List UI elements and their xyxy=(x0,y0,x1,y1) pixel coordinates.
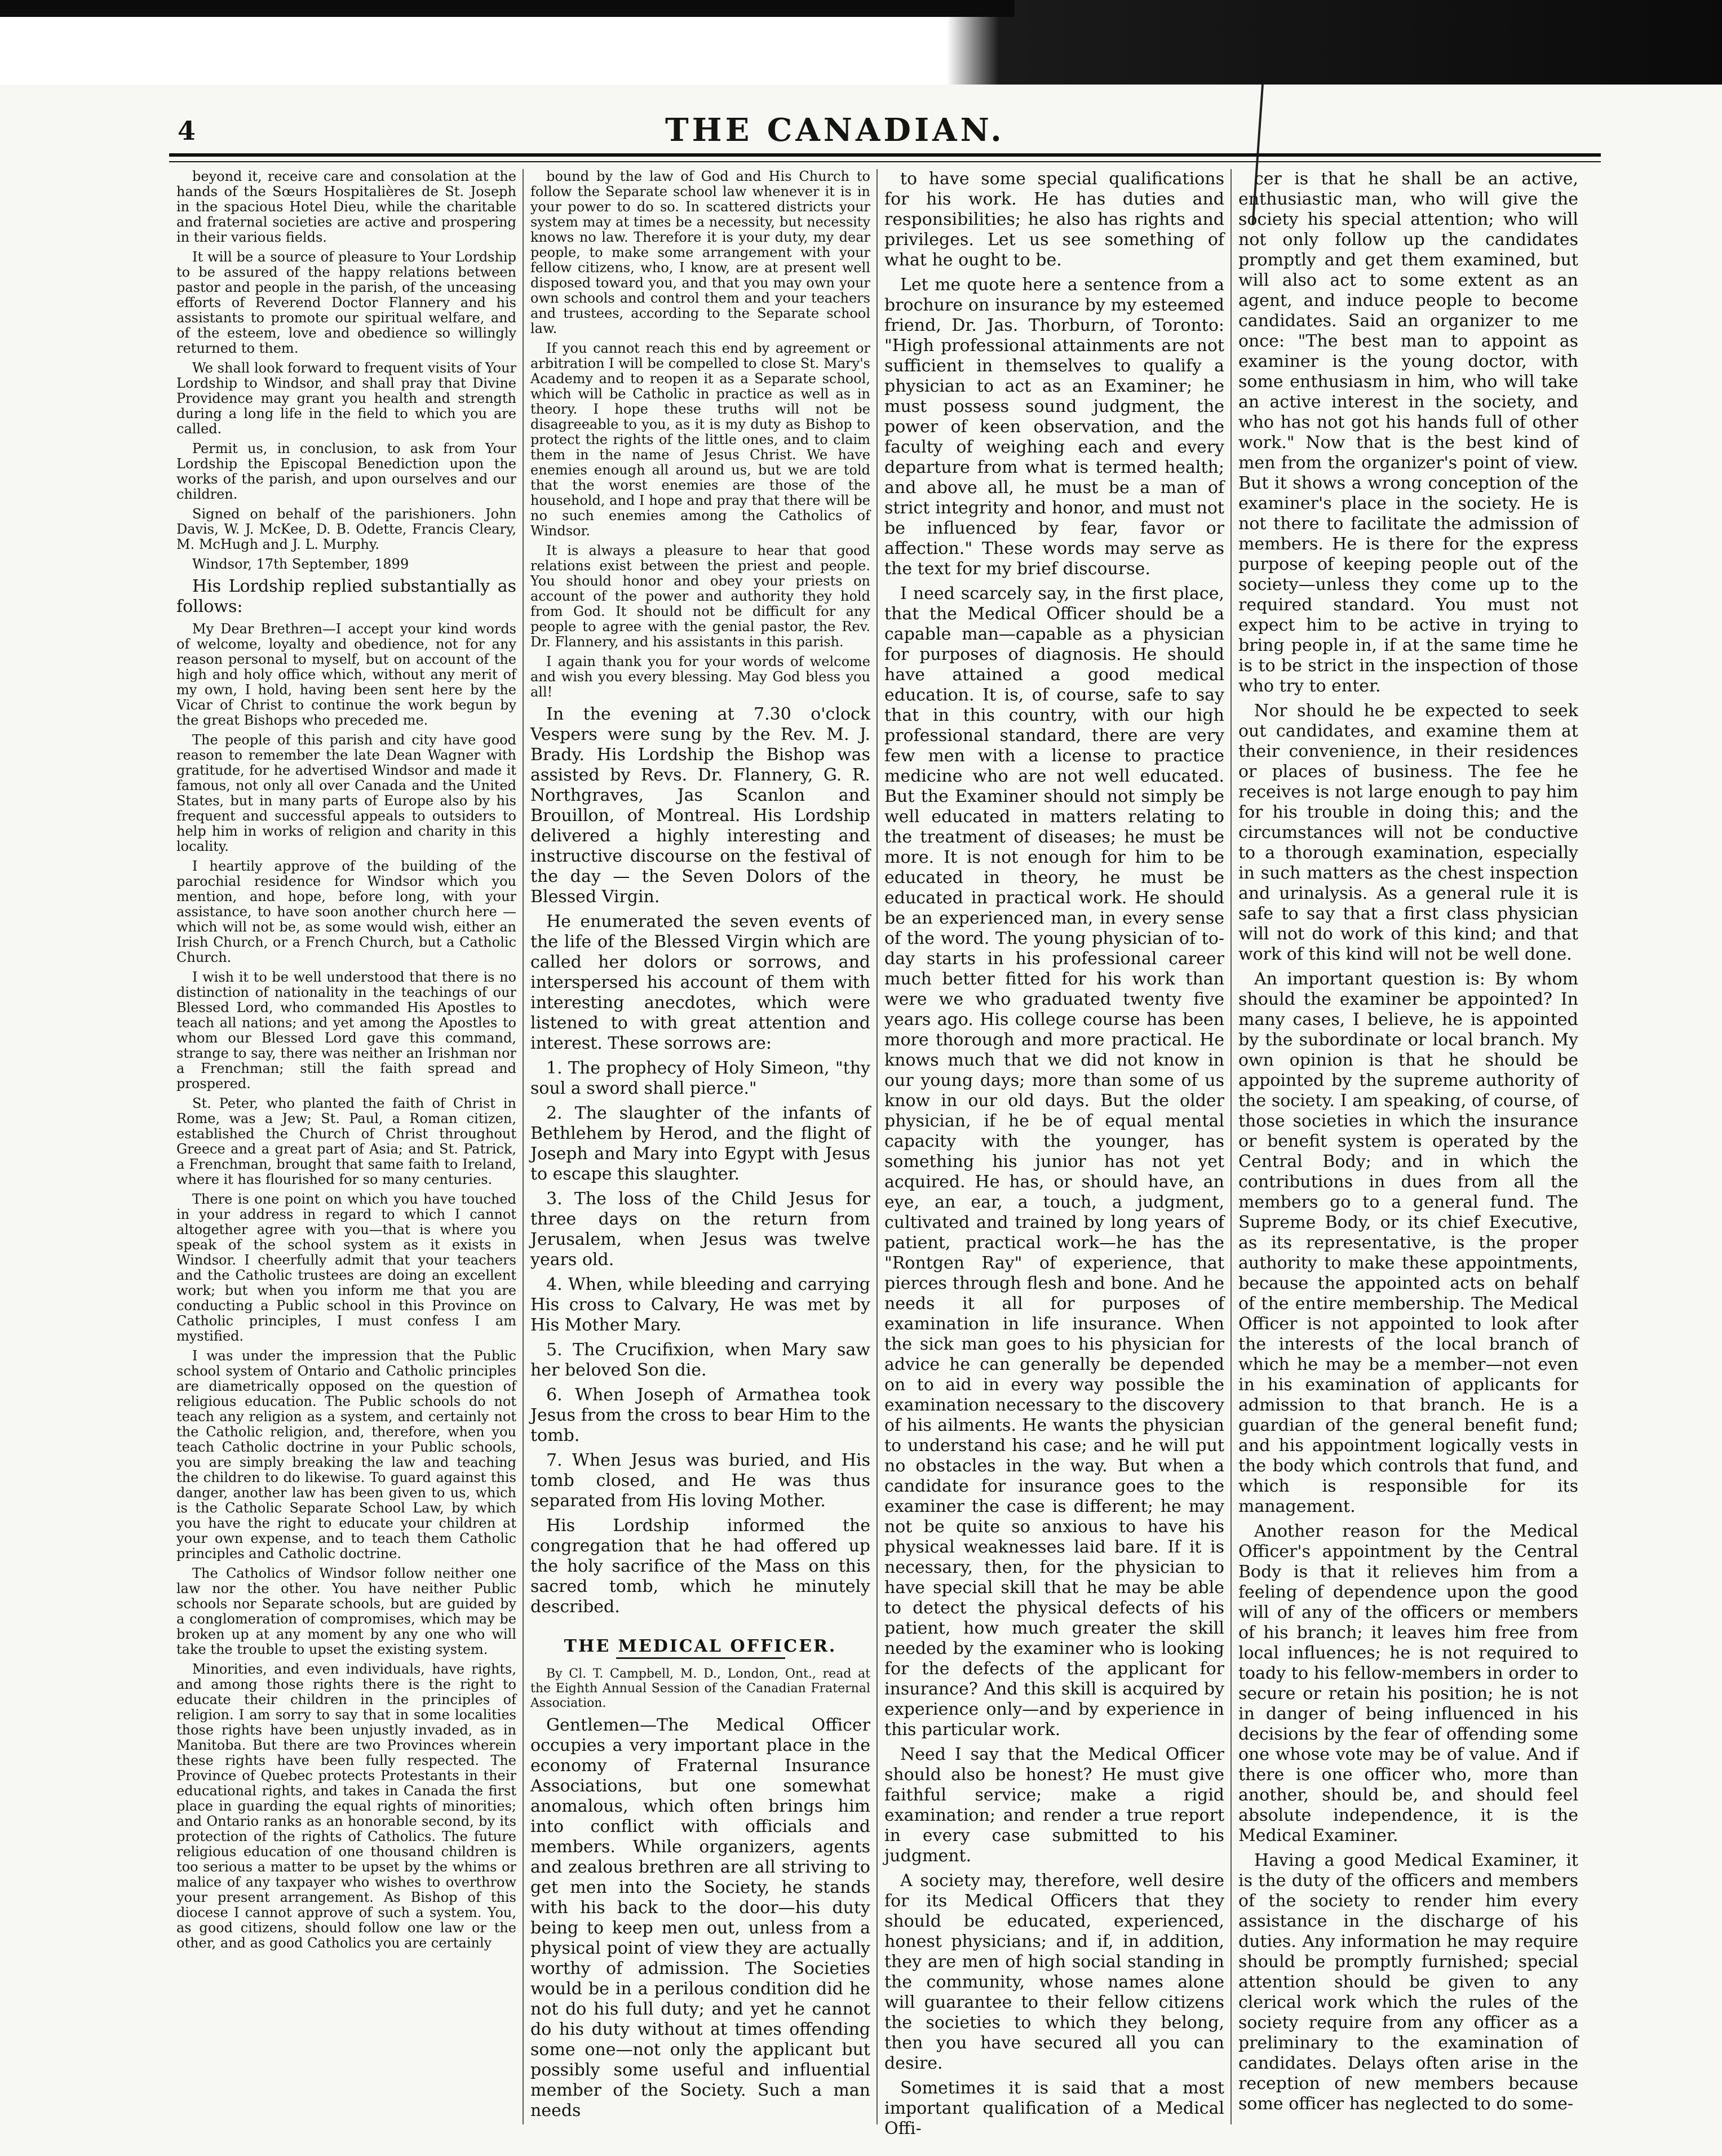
paragraph: An important question is: By whom should the examiner be appointed? In many cases, I believe, he is appointed by the subordinate or local branch. My own opinion is that he should be appointed by the supreme authority of the society. I am speaking, of course, of those societies in which the insurance or benefit system is operated by the Central Body; and in which the contributions in dues from all the members go to a general fund. The Supreme Body, or its chief Executive, as its representative, is the proper authority to make these appointments, because the appointed acts on behalf of the entire membership. The Medical Officer is not appointed to look after the interests of the local branch of which he may be a member—not even in his examination of applicants for admission to that branch. He is a guardian of the general benefit fund; and his appointment logically vests in the body which controls that fund, and which is responsible for its management. xyxy=(1238,969,1578,1516)
heading-rule xyxy=(616,1657,785,1659)
list-item: 2. The slaughter of the infants of Bethlehem by Herod, and the flight of Joseph and Mary into Egypt with Jesus to escape this slaughter. xyxy=(530,1103,870,1184)
paragraph: Gentlemen—The Medical Officer occupies a very important place in the economy of Fraternal Insurance Associations, but one somewhat anomalous, which often brings him into conflict with officials and members. While organizers, agents and zealous brethren are all striving to get men into the Society, he stands with his back to the door—his duty being to keep men out, unless from a physical point of view they are actually worthy of admission. The Societies would be in a perilous condition did he not do his full duty; and yet he cannot do his duty without at times offending some one—not only the applicant but possibly some useful and influential member of the Society. Such a man needs xyxy=(530,1715,870,2120)
paragraph: He enumerated the seven events of the life of the Blessed Virgin which are called her dolors or sorrows, and interspersed his account of them with interesting anecdotes, which were listened to with great attention and interest. These sorrows are: xyxy=(530,912,870,1053)
byline: By Cl. T. Campbell, M. D., London, Ont., read at the Eighth Annual Session of the Canadian Fraternal Association. xyxy=(530,1667,870,1710)
paragraph: I again thank you for your words of welcome and wish you every blessing. May God bless you all! xyxy=(530,654,870,700)
page-number: 4 xyxy=(178,116,196,146)
paragraph: I was under the impression that the Public school system of Ontario and Catholic principles are diametrically opposed on the question of religious education. The Public schools do not teach any religion as a system, and certainly not the Catholic religion, and, therefore, when you teach Catholic doctrine in your Public schools, you are simply breaking the law and teaching the children to do likewise. To guard against this danger, another law has been given to us, which is the Catholic Separate School Law, by which you have the right to educate your children at your own expense, and to teach them Catholic principles and Catholic doctrine. xyxy=(176,1348,516,1561)
column-4 xyxy=(1238,169,1578,2124)
paragraph: Having a good Medical Examiner, it is the duty of the officers and members of the society to render him every assistance in the discharge of his duties. Any information he may require should be promptly furnished; special attention should be given to any clerical work which the rules of the society require from any officer as a preliminary to the examination of candidates. Delays often arise in the reception of new members because some officer has neglected to do some- xyxy=(1238,1851,1578,2114)
list-item: 3. The loss of the Child Jesus for three days on the return from Jerusalem, when Jesus was twelve years old. xyxy=(530,1189,870,1270)
signature-line: Signed on behalf of the parishioners. John Davis, W. J. McKee, D. B. Odette, Francis Cleary, M. McHugh and J. L. Murphy. xyxy=(176,506,516,552)
paragraph: Nor should he be expected to seek out candidates, and examine them at their convenience, in their residences or places of business. The fee he receives is not large enough to pay him for his trouble in doing this; and the circumstances will not be conductive to a thorough examination, especially in such matters as the chest inspection and urinalysis. As a general rule it is safe to say that a first class physician will not do work of this kind; and that work of this kind will not be well done. xyxy=(1238,701,1578,964)
paragraph: His Lordship replied substantially as follows: xyxy=(176,576,516,616)
paragraph: bound by the law of God and His Church to follow the Separate school law whenever it is in your power to do so. In scattered districts your system may at times be a necessity, but necessity knows no law. Therefore it is your duty, my dear people, to make some arrangement with your fellow citizens, who, I know, are at present well disposed toward you, and that you may own your own schools and control them and your teachers and trustees, according to the Separate school law. xyxy=(530,168,870,336)
paragraph: beyond it, receive care and consolation at the hands of the Sœurs Hospitalières de St. Joseph in the spacious Hotel Dieu, while the charitable and fraternal societies are active and prospering in their various fields. xyxy=(176,168,516,245)
paragraph: Sometimes it is said that a most important qualification of a Medical Offi- xyxy=(884,2078,1224,2139)
paragraph: Another reason for the Medical Officer's appointment by the Central Body is that it relieves him from a feeling of dependence upon the good will of any of the officers or members of his branch; it leaves him free from local influences; he is not required to toady to his fellow-members in order to secure or retain his position; he is not in danger of being influenced in his decisions by the fear of offending some one whose vote may be of value. And if there is one officer who, more than another, should be, and should feel absolute independence, it is the Medical Examiner. xyxy=(1238,1521,1578,1846)
paragraph: to have some special qualifications for his work. He has duties and responsibilities; he also has rights and privileges. Let us see something of what he ought to be. xyxy=(884,169,1224,270)
paragraph: I heartily approve of the building of the parochial residence for Windsor which you mention, and hope, before long, with your assistance, to have soon another church here —which will not be, as some would wish, either an Irish Church, or a French Church, but a Catholic Church. xyxy=(176,858,516,965)
list-item: 6. When Joseph of Armathea took Jesus from the cross to bear Him to the tomb. xyxy=(530,1385,870,1445)
paragraph: We shall look forward to frequent visits of Your Lordship to Windsor, and shall pray that Divine Providence may grant you health and strength during a long life in the field to which you are called. xyxy=(176,360,516,437)
masthead: THE CANADIAN. xyxy=(665,112,1005,149)
list-item: 4. When, while bleeding and carrying His cross to Calvary, He was met by His Mother Mary. xyxy=(530,1275,870,1335)
paragraph: It is always a pleasure to hear that good relations exist between the priest and people. You should honor and obey your priests on account of the power and authority they hold from God. It should not be difficult for any people to agree with the genial pastor, the Rev. Dr. Flannery, and his assistants in this parish. xyxy=(530,543,870,650)
paragraph: His Lordship informed the congregation that he had offered up the holy sacrifice of the Mass on this sacred tomb, which he minutely described. xyxy=(530,1516,870,1617)
paragraph: Need I say that the Medical Officer should also be honest? He must give faithful service; make a rigid examination; and render a true report in every case submitted to his judgment. xyxy=(884,1745,1224,1866)
paragraph: In the evening at 7.30 o'clock Vespers were sung by the Rev. M. J. Brady. His Lordship the Bishop was assisted by Revs. Dr. Flannery, G. R. Northgraves, Jas Scanlon and Brouillon, of Montreal. His Lordship delivered a highly interesting and instructive discourse on the festival of the day — the Seven Dolors of the Blessed Virgin. xyxy=(530,704,870,907)
paragraph: It will be a source of pleasure to Your Lordship to be assured of the happy relations between pastor and people in the parish, of the unceasing efforts of Reverend Doctor Flannery and his assistants to promote our spiritual welfare, and of the esteem, love and obedience so willingly returned to them. xyxy=(176,249,516,356)
dateline: Windsor, 17th September, 1899 xyxy=(192,556,409,572)
masthead-rule-thin xyxy=(169,161,1601,162)
paragraph: St. Peter, who planted the faith of Christ in Rome, was a Jew; St. Paul, a Roman citizen, established the Church of Christ throughout Greece and a great part of Asia; and St. Patrick, a Frenchman, brought that same faith to Ireland, where it has flourished for so many centuries. xyxy=(176,1095,516,1187)
paragraph: The people of this parish and city have good reason to remember the late Dean Wagner with gratitude, for he advertised Windsor and made it famous, not only all over Canada and the United States, but in many parts of Europe also by his frequent and successful appeals to outsiders to help him in works of religion and charity in this locality. xyxy=(176,732,516,854)
paragraph: Permit us, in conclusion, to ask from Your Lordship the Episcopal Benediction upon the works of the parish, and upon ourselves and our children. xyxy=(176,441,516,502)
paragraph: I wish it to be well understood that there is no distinction of nationality in the teachings of our Blessed Lord, who commanded His Apostles to teach all nations; and yet among the Apostles to whom our Blessed Lord gave this command, strange to say, there was neither an Irishman nor a Frenchman; still the faith spread and prospered. xyxy=(176,969,516,1092)
paragraph: The Catholics of Windsor follow neither one law nor the other. You have neither Public schools nor Separate schools, but are guided by a conglomeration of compromises, which may be broken up at any moment by any one who will take the trouble to upset the existing system. xyxy=(176,1565,516,1657)
paragraph: There is one point on which you have touched in your address in regard to which I cannot altogether agree with you—that is where you speak of the school system as it exists in Windsor. I cheerfully admit that your teachers and the Catholic trustees are doing an excellent work; but when you inform me that you are conducting a Public school in this Province on Catholic principles, I must confess I am mystified. xyxy=(176,1191,516,1344)
column-3 xyxy=(884,169,1224,2139)
paragraph: Minorities, and even individuals, have rights, and among those rights there is the right to educate their children in the principles of religion. I am sorry to say that in some localities those rights have been unjustly invaded, as in Manitoba. But there are two Provinces wherein these rights have been fully respected. The Province of Quebec protects Protestants in their educational rights, and takes in Canada the first place in guarding the equal rights of minorities; and Ontario ranks as an honorable second, by its protection of the rights of Catholics. The future religious education of one thousand children is too serious a matter to be upset by the whims or malice of any taxpayer who wishes to overthrow your present arrangement. As Bishop of this diocese I cannot approve of such a system. You, as good citizens, should follow one law or the other, and as good Catholics you are certainly xyxy=(176,1661,516,1951)
list-item: 7. When Jesus was buried, and His tomb closed, and He was thus separated from His loving Mother. xyxy=(530,1450,870,1511)
paragraph: If you cannot reach this end by agreement or arbitration I will be compelled to close St. Mary's Academy and to reopen it as a Separate school, which will be Catholic in practice as well as in theory. I hope these truths will not be disagreeable to you, as it is my duty as Bishop to protect the rights of the little ones, and to claim them in the name of Jesus Christ. We have enemies enough all around us, but we are told that the worst enemies are those of the household, and I hope and pray that there will be no such enemies among the Catholics of Windsor. xyxy=(530,340,870,539)
paragraph: cer is that he shall be an active, enthusiastic man, who will give the society his special attention; who will not only follow up the candidates promptly and get them examined, but will also act to some extent as an agent, and induce people to become candidates. Said an organizer to me once: "The best man to appoint as examiner is the young doctor, with some enthusiasm in him, who will take an active interest in the society, and who has not got his hands full of other work." Now that is the best kind of men from the organizer's point of view. But it shows a wrong conception of the examiner's place in the society. He is not there to facilitate the admission of members. He is there for the express purpose of keeping people out of the society—unless they come up to the required standard. You must not expect him to be active in trying to bring people in, if at the same time he is to be strict in the inspection of those who try to enter. xyxy=(1238,169,1578,696)
article-heading: THE MEDICAL OFFICER. xyxy=(564,1636,837,1656)
list-item: 5. The Crucifixion, when Mary saw her beloved Son die. xyxy=(530,1340,870,1380)
paragraph: My Dear Brethren—I accept your kind words of welcome, loyalty and obedience, not for any reason personal to myself, but on account of the high and holy office which, without any merit of my own, I hold, having been sent here by the Vicar of Christ to continue the work begun by the great Bishops who preceded me. xyxy=(176,621,516,728)
list-item: 1. The prophecy of Holy Simeon, "thy soul a sword shall pierce." xyxy=(530,1058,870,1098)
column-1 xyxy=(176,169,516,2124)
column-divider xyxy=(877,169,878,2124)
column-divider xyxy=(523,169,524,2124)
paragraph: A society may, therefore, well desire for its Medical Officers that they should be educated, experienced, honest physicians; and if, in addition, they are men of high social standing in the community, whose names alone will guarantee to their fellow citizens the societies to which they belong, then you have secured all you can desire. xyxy=(884,1871,1224,2073)
paragraph: Let me quote here a sentence from a brochure on insurance by my esteemed friend, Dr. Jas. Thorburn, of Toronto: "High professional attainments are not sufficient in themselves to qualify a physician to act as an Examiner; he must possess sound judgment, the power of keen observation, and the faculty of weighing each and every departure from what is termed health; and above all, he must be a man of strict integrity and honor, and must not be influenced by fear, favor or affection." These words may serve as the text for my brief discourse. xyxy=(884,275,1224,579)
column-2 xyxy=(530,169,870,2124)
masthead-rule xyxy=(169,153,1601,157)
column-divider xyxy=(1230,169,1232,2124)
paragraph: I need scarcely say, in the first place, that the Medical Officer should be a capable man—capable as a physician for purposes of diagnosis. He should have attained a good medical education. It is, of course, safe to say that in this country, with our high professional standard, there are very few men with a license to practice medicine who are not well educated. But the Examiner should not simply be well educated in matters relating to the treatment of diseases; he must be more. It is not enough for him to be educated in theory, he must be educated in practical work. He should be an experienced man, in every sense of the word. The young physician of to-day starts in his professional career much better fitted for his work than were we who graduated twenty five years ago. His college course has been more thorough and more practical. He knows much that we did not know in our young days; more than some of us know in our old days. But the older physician, if he be of equal mental capacity with the younger, has something his junior has not yet acquired. He has, or should have, an eye, an ear, a touch, a judgment, cultivated and trained by long years of patient, practical work—he has the "Rontgen Ray" of experience, that pierces through flesh and bone. And he needs it all for purposes of examination in life insurance. When the sick man goes to his physician for advice he can generally be depended on to aid in every way possible the examination necessary to the discovery of his ailments. He wants the physician to understand his case; and he will put no obstacles in the way. But when a candidate for insurance goes to the examiner the case is different; he may not be quite so anxious to have his physical weaknesses laid bare. If it is necessary, then, for the physician to have special skill that he may be able to detect the physical defects of his patient, how much greater the skill needed by the examiner who is looking for the defects of the applicant for insurance? And this skill is acquired by experience only—and by experience in this particular work. xyxy=(884,584,1224,1740)
scan-edge xyxy=(0,0,1722,85)
